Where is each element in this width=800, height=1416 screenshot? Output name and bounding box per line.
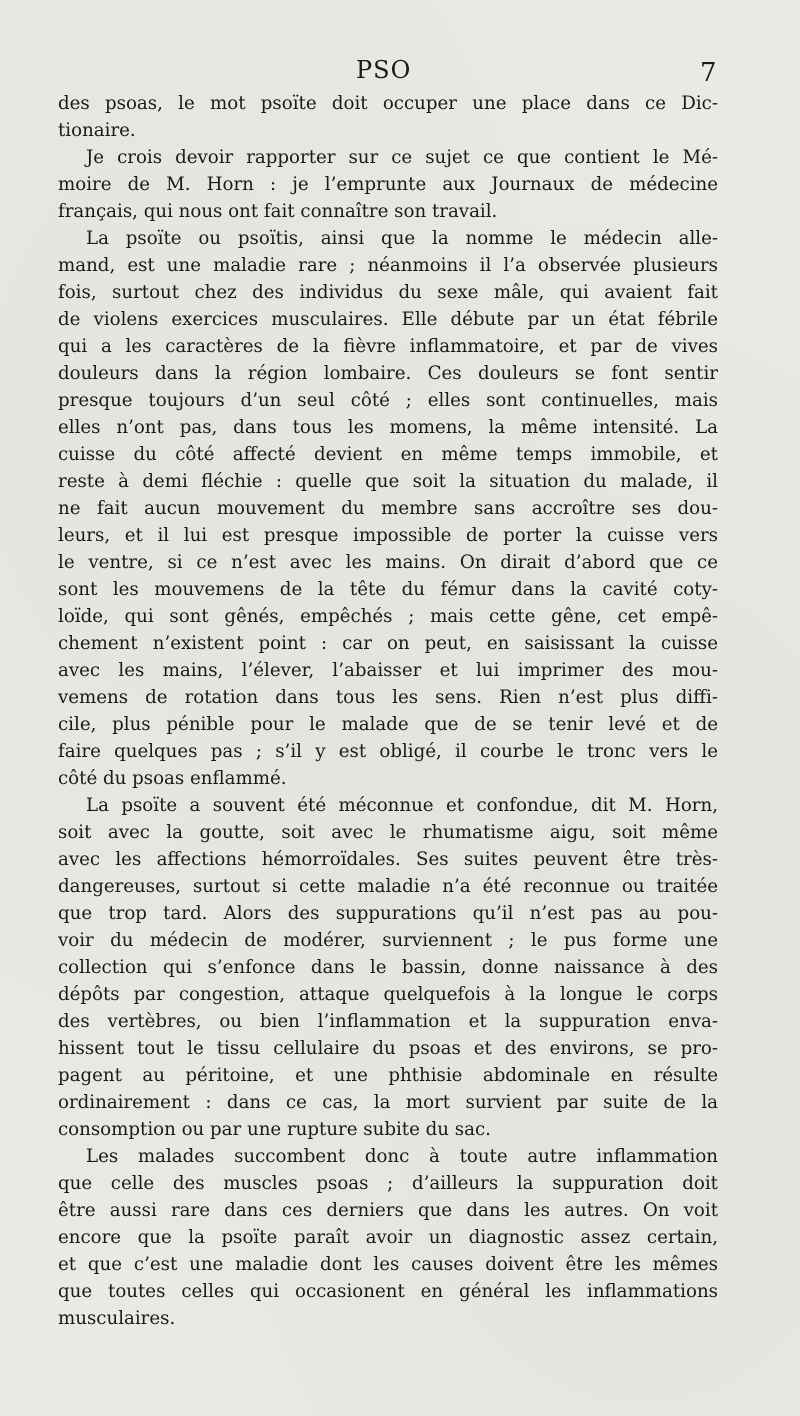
text-line: le ventre, si ce n’est avec les mains. On dirait d’abord que ce [58,552,718,573]
paragraph [58,90,718,144]
text-line: ne fait aucun mouvement du membre sans accroître ses dou- [58,498,718,519]
text-line: faire quelques pas ; s’il y est obligé, il courbe le tronc vers le [58,741,718,762]
text-line: tionaire. [58,120,136,141]
paragraph [58,792,718,1143]
text-line: avec les affections hémorroïdales. Ses suites peuvent être très- [58,849,718,870]
text-line: être aussi rare dans ces derniers que dans les autres. On voit [58,1200,718,1221]
page-number: 7 [700,58,717,88]
text-line: que toutes celles qui occasionent en général les inflammations [58,1281,718,1302]
text-line: leurs, et il lui est presque impossible de porter la cuisse vers [58,525,718,546]
text-line: sont les mouvemens de la tête du fémur dans la cavité coty- [58,579,718,600]
text-line: avec les mains, l’élever, l’abaisser et lui imprimer des mou- [58,660,718,681]
body-text [58,90,718,1332]
text-line: douleurs dans la région lombaire. Ces douleurs se font sentir [58,363,718,384]
running-head [0,56,800,86]
text-line: et que c’est une maladie dont les causes doivent être les mêmes [58,1254,718,1275]
text-line: presque toujours d’un seul côté ; elles sont continuelles, mais [58,390,718,411]
text-line: dangereuses, surtout si cette maladie n’a été reconnue ou traitée [58,876,718,897]
text-line: des psoas, le mot psoïte doit occuper une place dans ce Dic- [58,93,718,114]
text-line: de violens exercices musculaires. Elle débute par un état fébrile [58,309,718,330]
paragraph [58,1143,718,1332]
text-line: musculaires. [58,1308,176,1329]
text-line: elles n’ont pas, dans tous les momens, la même intensité. La [58,417,718,438]
paragraph [58,225,718,792]
running-head-title: PSO [356,56,412,84]
text-line: chement n’existent point : car on peut, en saisissant la cuisse [58,633,718,654]
text-line: côté du psoas enflammé. [58,768,287,789]
text-line: des vertèbres, ou bien l’inflammation et la suppuration enva- [58,1011,718,1032]
text-line: cuisse du côté affecté devient en même temps immobile, et [58,444,718,465]
text-line: que celle des muscles psoas ; d’ailleurs la suppuration doit [58,1173,718,1194]
text-line: reste à demi fléchie : quelle que soit la situation du malade, il [58,471,718,492]
text-line: pagent au péritoine, et une phthisie abdominale en résulte [58,1065,718,1086]
text-line: consomption ou par une rupture subite du sac. [58,1119,491,1140]
text-line: qui a les caractères de la fièvre inflammatoire, et par de vives [58,336,718,357]
text-line: fois, surtout chez des individus du sexe mâle, qui avaient fait [58,282,718,303]
text-line: dépôts par congestion, attaque quelquefois à la longue le corps [58,984,718,1005]
text-line: que trop tard. Alors des suppurations qu’il n’est pas au pou- [58,903,718,924]
text-line: La psoïte a souvent été méconnue et confondue, dit M. Horn, [86,795,718,816]
text-line: vemens de rotation dans tous les sens. Rien n’est plus diffi- [58,687,718,708]
text-line: hissent tout le tissu cellulaire du psoas et des environs, se pro- [58,1038,718,1059]
text-line: mand, est une maladie rare ; néanmoins il l’a observée plusieurs [58,255,718,276]
text-line: cile, plus pénible pour le malade que de se tenir levé et de [58,714,718,735]
text-line: ordinairement : dans ce cas, la mort survient par suite de la [58,1092,718,1113]
text-line: collection qui s’enfonce dans le bassin, donne naissance à des [58,957,718,978]
paragraph [58,144,718,225]
text-line: soit avec la goutte, soit avec le rhumatisme aigu, soit même [58,822,718,843]
text-line: moire de M. Horn : je l’emprunte aux Journaux de médecine [58,174,718,195]
text-line: encore que la psoïte paraît avoir un diagnostic assez certain, [58,1227,718,1248]
text-line: La psoïte ou psoïtis, ainsi que la nomme le médecin alle- [86,228,718,249]
text-line: loïde, qui sont gênés, empêchés ; mais cette gêne, cet empê- [58,606,718,627]
text-line: Je crois devoir rapporter sur ce sujet ce que contient le Mé- [86,147,718,168]
text-line: français, qui nous ont fait connaître son travail. [58,201,498,222]
text-line: Les malades succombent donc à toute autre inflammation [86,1146,718,1167]
text-line: voir du médecin de modérer, surviennent ; le pus forme une [58,930,718,951]
